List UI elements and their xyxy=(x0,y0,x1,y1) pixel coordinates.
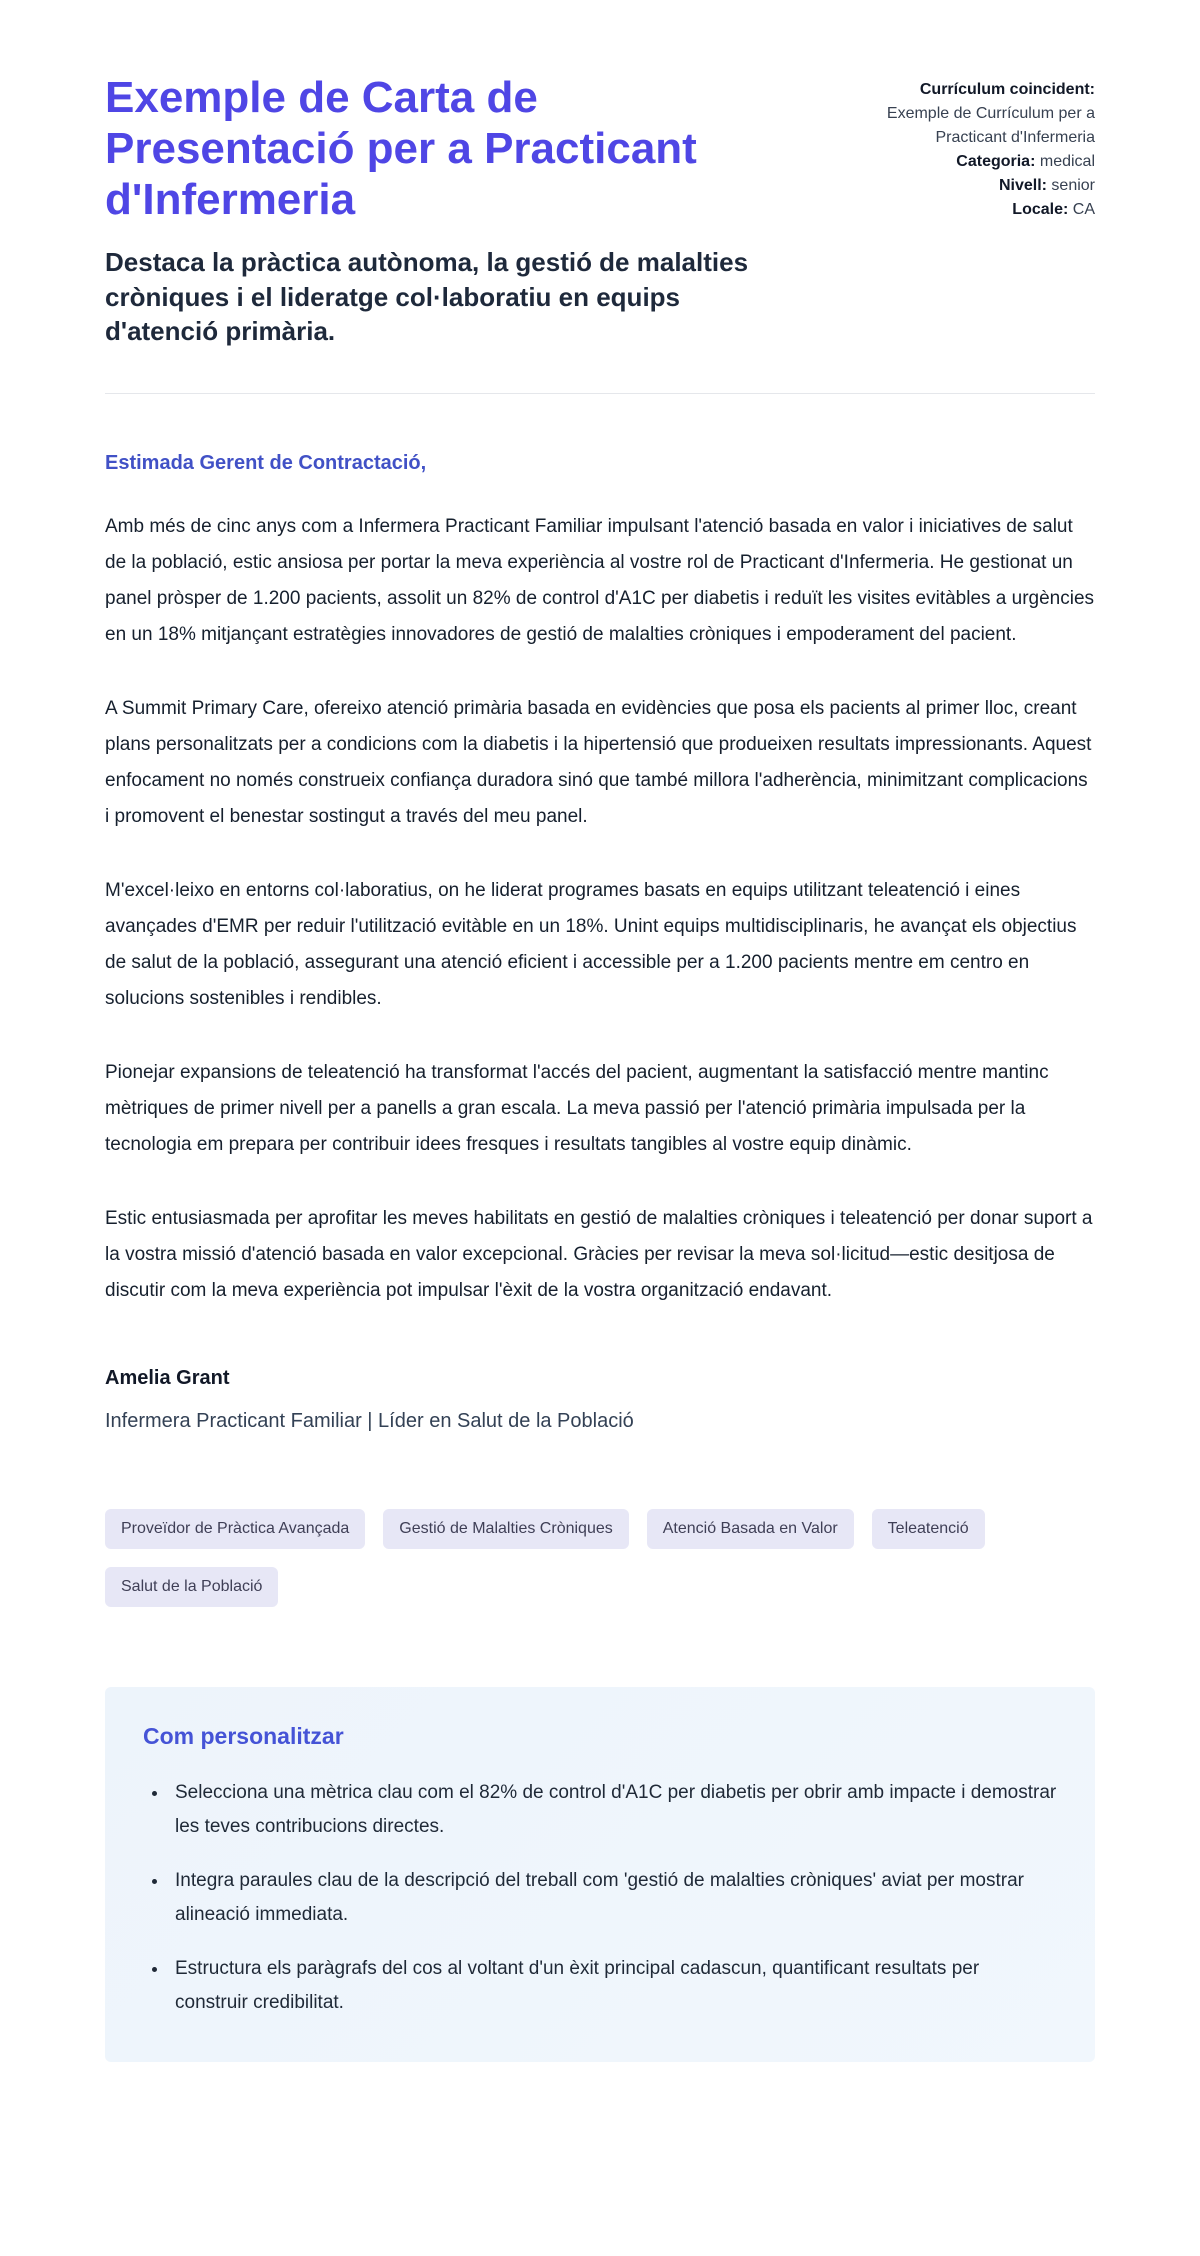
keyword-tag: Proveïdor de Pràctica Avançada xyxy=(105,1509,365,1549)
tip-item: • Estructura els paràgrafs del cos al voltant d'un èxit principal cadascun, quantificant resultats per construir credibilitat. xyxy=(169,1952,1057,2020)
letter-greeting: Estimada Gerent de Contractació, xyxy=(105,451,427,474)
meta-category-value: medical xyxy=(1039,153,1095,170)
meta-category-label: Categoria: xyxy=(956,153,1036,170)
keyword-tag: Gestió de Malalties Cròniques xyxy=(383,1509,628,1549)
meta-resume-row xyxy=(833,78,1095,102)
meta-resume-label: Currículum coincident: xyxy=(919,81,1095,98)
page-title: Exemple de Carta de Presentació per a Practicant d'Infermeria xyxy=(105,73,697,225)
meta-level-row xyxy=(833,174,1095,198)
tip-item: • Integra paraules clau de la descripció del treball com 'gestió de malalties cròniques' aviat per mostrar alineació immediata. xyxy=(169,1864,1057,1932)
meta-locale-value: CA xyxy=(1072,201,1095,218)
signature-name: Amelia Grant xyxy=(105,1366,230,1389)
keyword-tag: Salut de la Població xyxy=(105,1567,278,1607)
meta-resume-value: Exemple de Currículum per a Practicant d'Infermeria xyxy=(886,105,1095,146)
cover-letter xyxy=(105,452,1095,1433)
keyword-tag: Teleatenció xyxy=(872,1509,985,1549)
meta-level-value: senior xyxy=(1051,177,1095,194)
tip-item: • Selecciona una mètrica clau com el 82% de control d'A1C per diabetis per obrir amb impacte i demostrar les teves contribucions directes. xyxy=(169,1776,1057,1844)
meta-locale-label: Locale: xyxy=(1012,201,1069,218)
meta-category-row xyxy=(833,150,1095,174)
divider xyxy=(105,393,1095,394)
meta-locale-row xyxy=(833,198,1095,222)
letter-paragraph: Pionejar expansions de teleatenció ha transformat l'accés del pacient, augmentant la satisfacció mentre mantinc mètriques de primer nivell per a panells a gran escala. La meva passió per l'atenció primària impulsada per la tecnologia em prepara per contribuir idees fresques i resultats tangibles al vostre equip dinàmic. xyxy=(105,1061,1049,1155)
letter-paragraph: M'excel·leixo en entorns col·laboratius, on he liderat programes basats en equips utilitzant teleatenció i eines avançades d'EMR per reduir l'utilització evitàble en un 18%. Unint equips multidisciplinaris, he avançat els objectius de salut de la població, assegurant una atenció eficient i accessible per a 1.200 pacients mentre em centro en solucions sostenibles i rendibles. xyxy=(105,879,1077,1009)
signature-title: Infermera Practicant Familiar | Líder en Salut de la Població xyxy=(105,1409,634,1432)
customization-tips-box xyxy=(105,1687,1095,2062)
meta-level-label: Nivell: xyxy=(998,177,1047,194)
matched-resume-meta xyxy=(833,72,1095,222)
letter-paragraph: Amb més de cinc anys com a Infermera Practicant Familiar impulsant l'atenció basada en valor i iniciatives de salut de la població, estic ansiosa per portar la meva experiència al vostre rol de Practicant d'Infermeria. He gestionat un panel pròsper de 1.200 pacients, assolit un 82% de control d'A1C per diabetis i reduït les visites evitàbles a urgències en un 18% mitjançant estratègies innovadores de gestió de malalties cròniques i empoderament del pacient. xyxy=(105,515,1095,645)
header xyxy=(105,72,1095,349)
tips-list xyxy=(143,1776,1057,2020)
letter-paragraph: A Summit Primary Care, ofereixo atenció primària basada en evidències que posa els pacients al primer lloc, creant plans personalitzats per a condicions com la diabetis i la hipertensió que produeixen resultats impressionants. Aquest enfocament no només construeix confiança duradora sinó que també millora l'adherència, minimitzant complicacions i promovent el benestar sostingut a través del meu panel. xyxy=(105,697,1092,827)
header-title-block xyxy=(105,72,793,349)
tips-heading: Com personalitzar xyxy=(143,1722,344,1749)
page xyxy=(105,0,1095,2126)
keyword-tags xyxy=(105,1509,985,1607)
page-subtitle: Destaca la pràctica autònoma, la gestió de malalties cròniques i el lideratge col·laboratiu en equips d'atenció primària. xyxy=(105,247,749,347)
letter-paragraph: Estic entusiasmada per aprofitar les meves habilitats en gestió de malalties cròniques i teleatenció per donar suport a la vostra missió d'atenció basada en valor excepcional. Gràcies per revisar la meva sol·licitud—estic desitjosa de discutir com la meva experiència pot impulsar l'èxit de la vostra organització endavant. xyxy=(105,1207,1093,1301)
keyword-tag: Atenció Basada en Valor xyxy=(647,1509,854,1549)
